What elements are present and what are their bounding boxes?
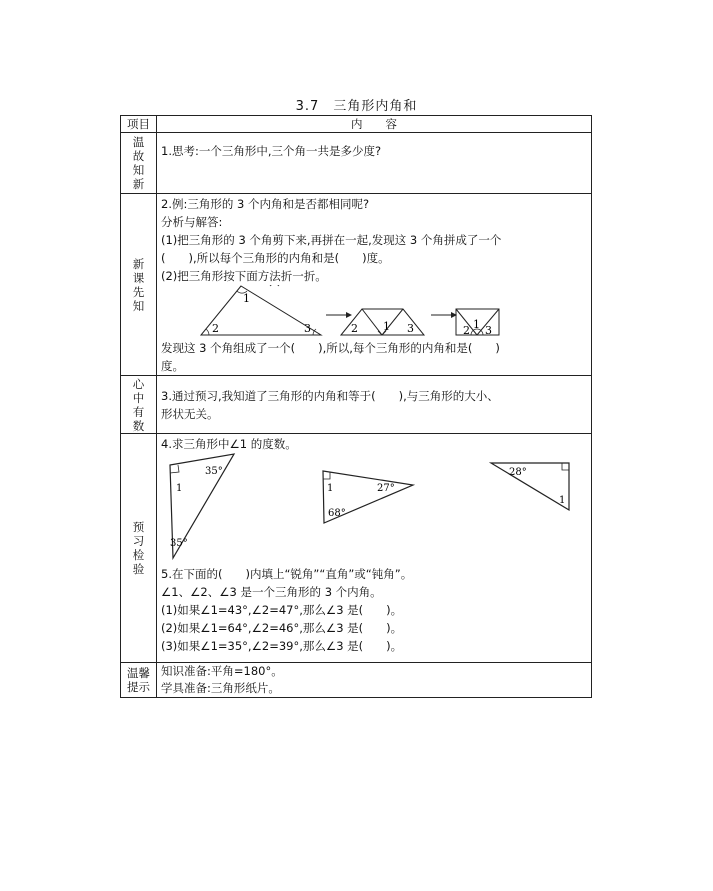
mind-content bbox=[157, 376, 592, 434]
review-content bbox=[157, 133, 592, 194]
review-label: 温 故 知 新 bbox=[121, 133, 157, 194]
header-row bbox=[121, 116, 592, 133]
conclusion-line-b: 度。 bbox=[161, 359, 184, 373]
header-content: 内 容 bbox=[157, 116, 592, 133]
new-row bbox=[121, 194, 592, 376]
new-label: 新 课 先 知 bbox=[121, 194, 157, 376]
t3-mark: 1 bbox=[559, 495, 566, 506]
check-content bbox=[157, 434, 592, 663]
t2-bottom-angle: 68° bbox=[328, 508, 346, 519]
analysis-label: 分析与解答: bbox=[161, 215, 223, 229]
tips-label: 温馨 提示 bbox=[121, 663, 157, 698]
trap-label-1: 1 bbox=[383, 320, 390, 333]
tip-materials: 学具准备:三角形纸片。 bbox=[161, 681, 280, 695]
tips-content bbox=[157, 663, 592, 698]
question-5-premise: ∠1、∠2、∠3 是一个三角形的 3 个内角。 bbox=[161, 585, 382, 599]
triangle-3 bbox=[491, 463, 569, 510]
trap-label-3: 3 bbox=[407, 322, 414, 335]
question-5-case-2: (2)如果∠1=64°,∠2=46°,那么∠3 是( )。 bbox=[161, 621, 403, 635]
t1-mark: 1 bbox=[176, 483, 183, 494]
question-3-line-b: 形状无关。 bbox=[161, 407, 219, 421]
step-1-line-b: ( ),所以每个三角形的内角和是( )度。 bbox=[161, 251, 390, 265]
question-5: 5.在下面的( )内填上“锐角”“直角”或“钝角”。 bbox=[161, 567, 413, 581]
question-1: 1.思考:一个三角形中,三个角一共是多少度? bbox=[161, 144, 382, 158]
review-row bbox=[121, 133, 592, 194]
rect-label-1: 1 bbox=[473, 318, 480, 331]
step-1-line-a: (1)把三角形的 3 个角剪下来,再拼在一起,发现这 3 个角拼成了一个 bbox=[161, 233, 502, 247]
arrow-1-head bbox=[346, 312, 352, 318]
question-3-line-a: 3.通过预习,我知道了三角形的内角和等于( ),与三角形的大小、 bbox=[161, 389, 499, 403]
t1-bottom-angle: 35° bbox=[170, 538, 188, 549]
page-title: 3.7 三角形内角和 bbox=[295, 99, 418, 114]
tip-knowledge: 知识准备:平角=180°。 bbox=[161, 664, 283, 678]
mind-label: 心 中 有 数 bbox=[121, 376, 157, 434]
fold-diagram bbox=[161, 285, 591, 339]
step-2: (2)把三角形按下面方法折一折。 bbox=[161, 269, 327, 283]
question-2: 2.例:三角形的 3 个内角和是否都相同呢? bbox=[161, 197, 370, 211]
tips-row bbox=[121, 663, 592, 698]
mind-row bbox=[121, 376, 592, 434]
rect-label-3: 3 bbox=[485, 324, 492, 337]
question-4: 4.求三角形中∠1 的度数。 bbox=[161, 437, 297, 451]
fold-triangle-1 bbox=[201, 286, 321, 335]
conclusion-line-a: 发现这 3 个角组成了一个( ),所以,每个三角形的内角和是( ) bbox=[161, 341, 500, 355]
fold-label-1: 1 bbox=[243, 292, 250, 305]
header-item: 项目 bbox=[121, 116, 157, 133]
t2-mark: 1 bbox=[327, 483, 334, 494]
rect-label-2: 2 bbox=[463, 324, 470, 337]
check-label: 预 习 检 验 bbox=[121, 434, 157, 663]
new-content bbox=[157, 194, 592, 376]
question-5-case-1: (1)如果∠1=43°,∠2=47°,那么∠3 是( )。 bbox=[161, 603, 403, 617]
worksheet-table bbox=[120, 115, 592, 698]
question-5-case-3: (3)如果∠1=35°,∠2=39°,那么∠3 是( )。 bbox=[161, 639, 403, 653]
t2-right-angle: 27° bbox=[377, 483, 395, 494]
t1-top-angle: 35° bbox=[205, 466, 223, 477]
trap-label-2: 2 bbox=[351, 322, 358, 335]
fold-label-2: 2 bbox=[212, 322, 219, 335]
t3-left-angle: 28° bbox=[509, 467, 527, 478]
fold-label-3: 3 bbox=[304, 322, 311, 335]
angle-triangles bbox=[161, 453, 591, 565]
check-row bbox=[121, 434, 592, 663]
